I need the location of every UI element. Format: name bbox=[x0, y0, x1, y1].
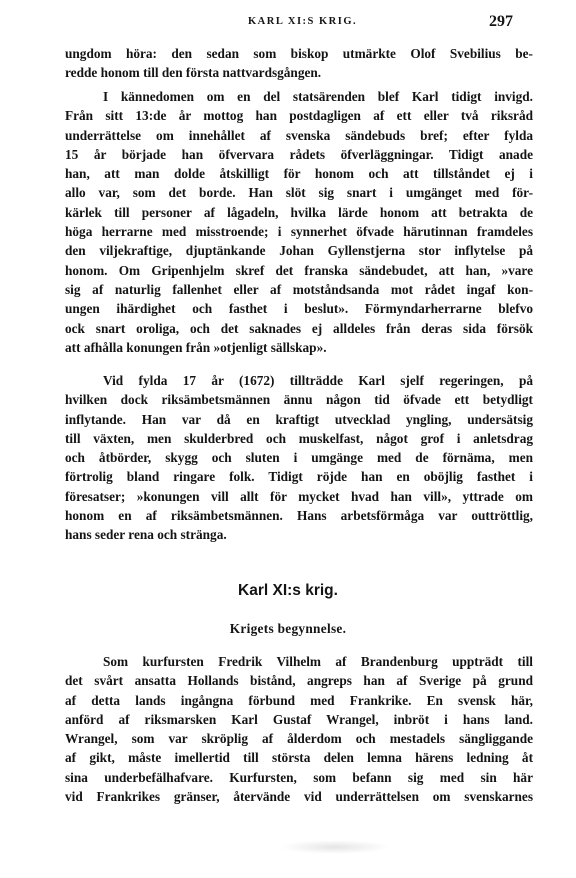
text-line: förtrolig bland ringare folk. Tidigt röjde han en oböjlig fasthet i bbox=[65, 469, 533, 485]
text-line: sig af naturlig fallenhet eller af motståndsanda mot rådet ingaf kon- bbox=[65, 281, 533, 297]
text-line: föresatser; »konungen vill allt för mycket hvad han vill», yttrade om bbox=[65, 488, 533, 504]
text-line: allo var, som det borde. Han slöt sig snart i umgänget med för- bbox=[65, 185, 533, 201]
text-line: sina underbefälhafvare. Kurfursten, som befann sig med sin här bbox=[65, 769, 533, 785]
text-line: kärlek till personer af lågadeln, hvilka lärde honom att betrakta de bbox=[65, 204, 533, 220]
text-line: honom en af riksämbetsmännen. Hans arbetsförmåga var outtröttlig, bbox=[65, 508, 533, 524]
text-line: ungen ihärdighet och fasthet i beslut». Förmyndarherrarne blefvo bbox=[65, 301, 533, 317]
paragraph-regeringen bbox=[65, 371, 533, 545]
text-line: underrättelse om innehållet af svenska sändebuds bref; efter fylda bbox=[65, 127, 533, 143]
text-line: Wrangel, som var skröplig af ålderdom och mestadels sängliggande bbox=[65, 731, 533, 747]
text-line: Som kurfursten Fredrik Vilhelm af Brandenburg uppträdt till bbox=[103, 654, 533, 669]
text-line: och åtbörder, skygg och sluten i umgänge med de förnäma, men bbox=[65, 450, 533, 466]
text-line: höga herrarne med misstroende; i synnerhet öfvade härutinnan framdeles bbox=[65, 224, 533, 240]
library-stamp-smudge bbox=[280, 840, 390, 854]
text-line: redde honom till den första nattvardsgången. bbox=[65, 65, 322, 81]
paragraph-krigets-begynnelse bbox=[65, 652, 533, 806]
text-line: ungdom höra: den sedan som biskop utmärkte Olof Svebilius be- bbox=[65, 46, 533, 61]
text-line: 15 år började han öfvervara rådets öfverläggningar. Tidigt anade bbox=[65, 146, 533, 162]
text-line: anförd af riksmarsken Karl Gustaf Wrangel, inbröt i hans land. bbox=[65, 711, 533, 727]
text-line: till växten, men skulderbred och muskelfast, något grof i anletsdrag bbox=[65, 430, 533, 446]
text-line: af gikt, måste imellertid till största delen lemna härens ledning åt bbox=[65, 750, 533, 766]
text-line: inflytande. Han var då en kraftigt utvecklad yngling, undersätsig bbox=[65, 411, 533, 427]
page-number: 297 bbox=[489, 13, 513, 30]
text-line: att afhålla konungen från »otjenligt sällskap». bbox=[65, 339, 327, 355]
text-line: han, att man dolde åtskilligt för honom och att tillståndet ej i bbox=[65, 166, 533, 182]
text-line: I kännedomen om en del statsärenden blef Karl tidigt invigd. bbox=[103, 89, 533, 104]
text-line: Från sitt 13:de år mottog han postdagligen af ett eller två riksråd bbox=[65, 108, 533, 124]
text-line: vid Frankrikes gränser, återvände vid underrättelsen om svenskarnes bbox=[65, 789, 533, 805]
text-line: af detta lands ingångna förbund med Frankrike. En svensk här, bbox=[65, 692, 533, 708]
running-head: KARL XI:S KRIG. bbox=[248, 16, 358, 27]
text-line: hans seder rena och stränga. bbox=[65, 527, 227, 543]
text-line: Vid fylda 17 år (1672) tillträdde Karl sjelf regeringen, på bbox=[103, 373, 533, 388]
text-line: den viljekraftige, djuptänkande Johan Gyllenstjerna stor inflytelse på bbox=[65, 243, 533, 259]
text-line: hvilken dock riksämbetsmännen ännu någon tid öfvade ett betydligt bbox=[65, 392, 533, 408]
text-line: det svårt ansatta Hollands bistånd, angreps han af Sverige på grund bbox=[65, 673, 533, 689]
section-subtitle: Krigets begynnelse. bbox=[229, 621, 347, 636]
text-line: honom. Om Gripenhjelm skref det franska sändebudet, att han, »vare bbox=[65, 262, 533, 278]
paragraph-continuation bbox=[65, 44, 533, 83]
section-title: Karl XI:s krig. bbox=[238, 582, 338, 599]
text-line: ock snart oroliga, och det saknades ej alldeles från deras sida försök bbox=[65, 320, 533, 336]
paragraph-statsarenden bbox=[65, 87, 533, 357]
